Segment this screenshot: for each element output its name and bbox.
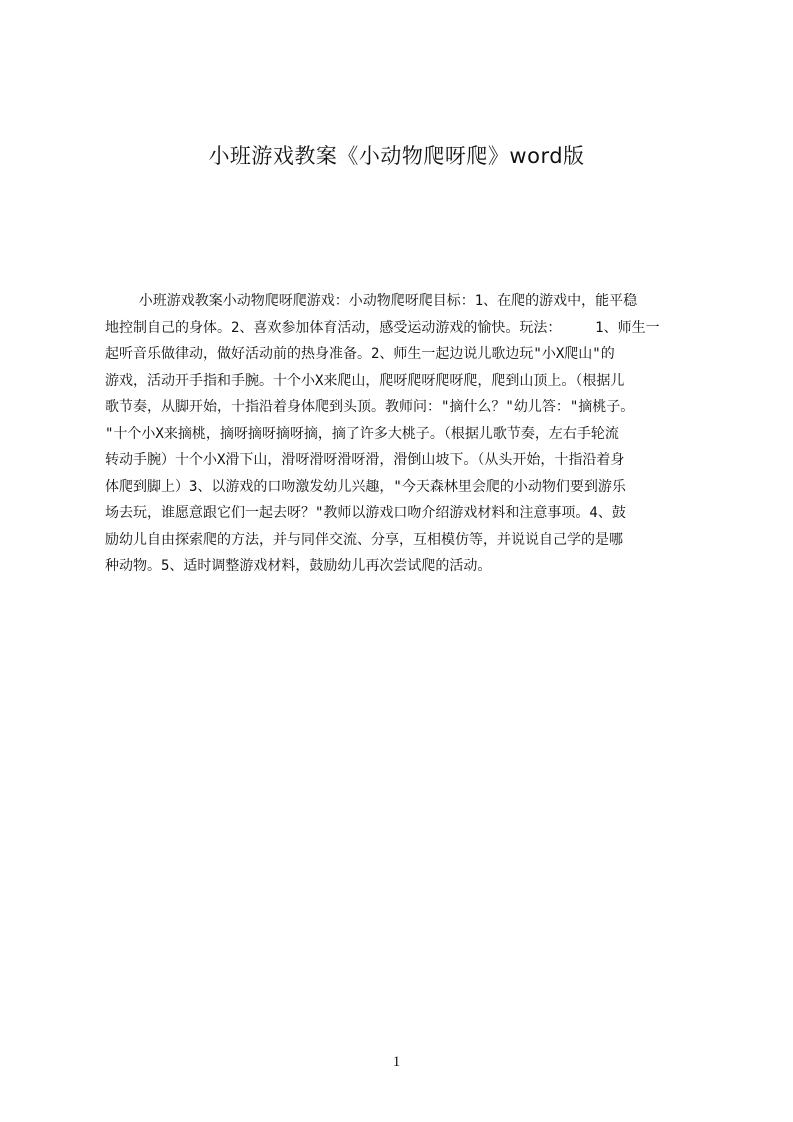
body-line: 起听音乐做律动，做好活动前的热身准备。2、师生一起边说儿歌边玩"小X爬山"的 [105,346,615,362]
body-line: 体爬到脚上）3、以游戏的口吻激发幼儿兴趣，"今天森林里会爬的小动物们要到游乐 [105,478,626,495]
document-title: 小班游戏教案《小动物爬呀爬》word版 [208,144,585,168]
body-line: 歌节奏，从脚开始，十指沿着身体爬到头顶。教师问："摘什么？"幼儿答："摘桃子。 [105,399,635,415]
body-line: 地控制自己的身体。2、喜欢参加体育活动，感受运动游戏的愉快。玩法： 1、师生一 [105,319,660,336]
body-line: 种动物。5、适时调整游戏材料，鼓励幼儿再次尝试爬的活动。 [105,558,492,574]
document-body [105,288,699,580]
body-line: 场去玩，谁愿意跟它们一起去呀？"教师以游戏口吻介绍游戏材料和注意事项。4、鼓 [105,505,626,521]
body-line: 转动手腕）十个小X滑下山，滑呀滑呀滑呀滑，滑倒山坡下。（从头开始，十指沿着身 [105,452,625,468]
body-line: 游戏，活动开手指和手腕。十个小X来爬山，爬呀爬呀爬呀爬，爬到山顶上。（根据儿 [105,372,625,389]
body-line: 小班游戏教案小动物爬呀爬游戏：小动物爬呀爬目标：1、在爬的游戏中，能平稳 [105,293,638,309]
body-line: "十个小X来摘桃，摘呀摘呀摘呀摘，摘了许多大桃子。（根据儿歌节奏，左右手轮流 [105,425,619,442]
page-number: 1 [392,1054,401,1070]
body-line: 励幼儿自由探索爬的方法，并与同伴交流、分享，互相模仿等，并说说自己学的是哪 [105,531,623,548]
